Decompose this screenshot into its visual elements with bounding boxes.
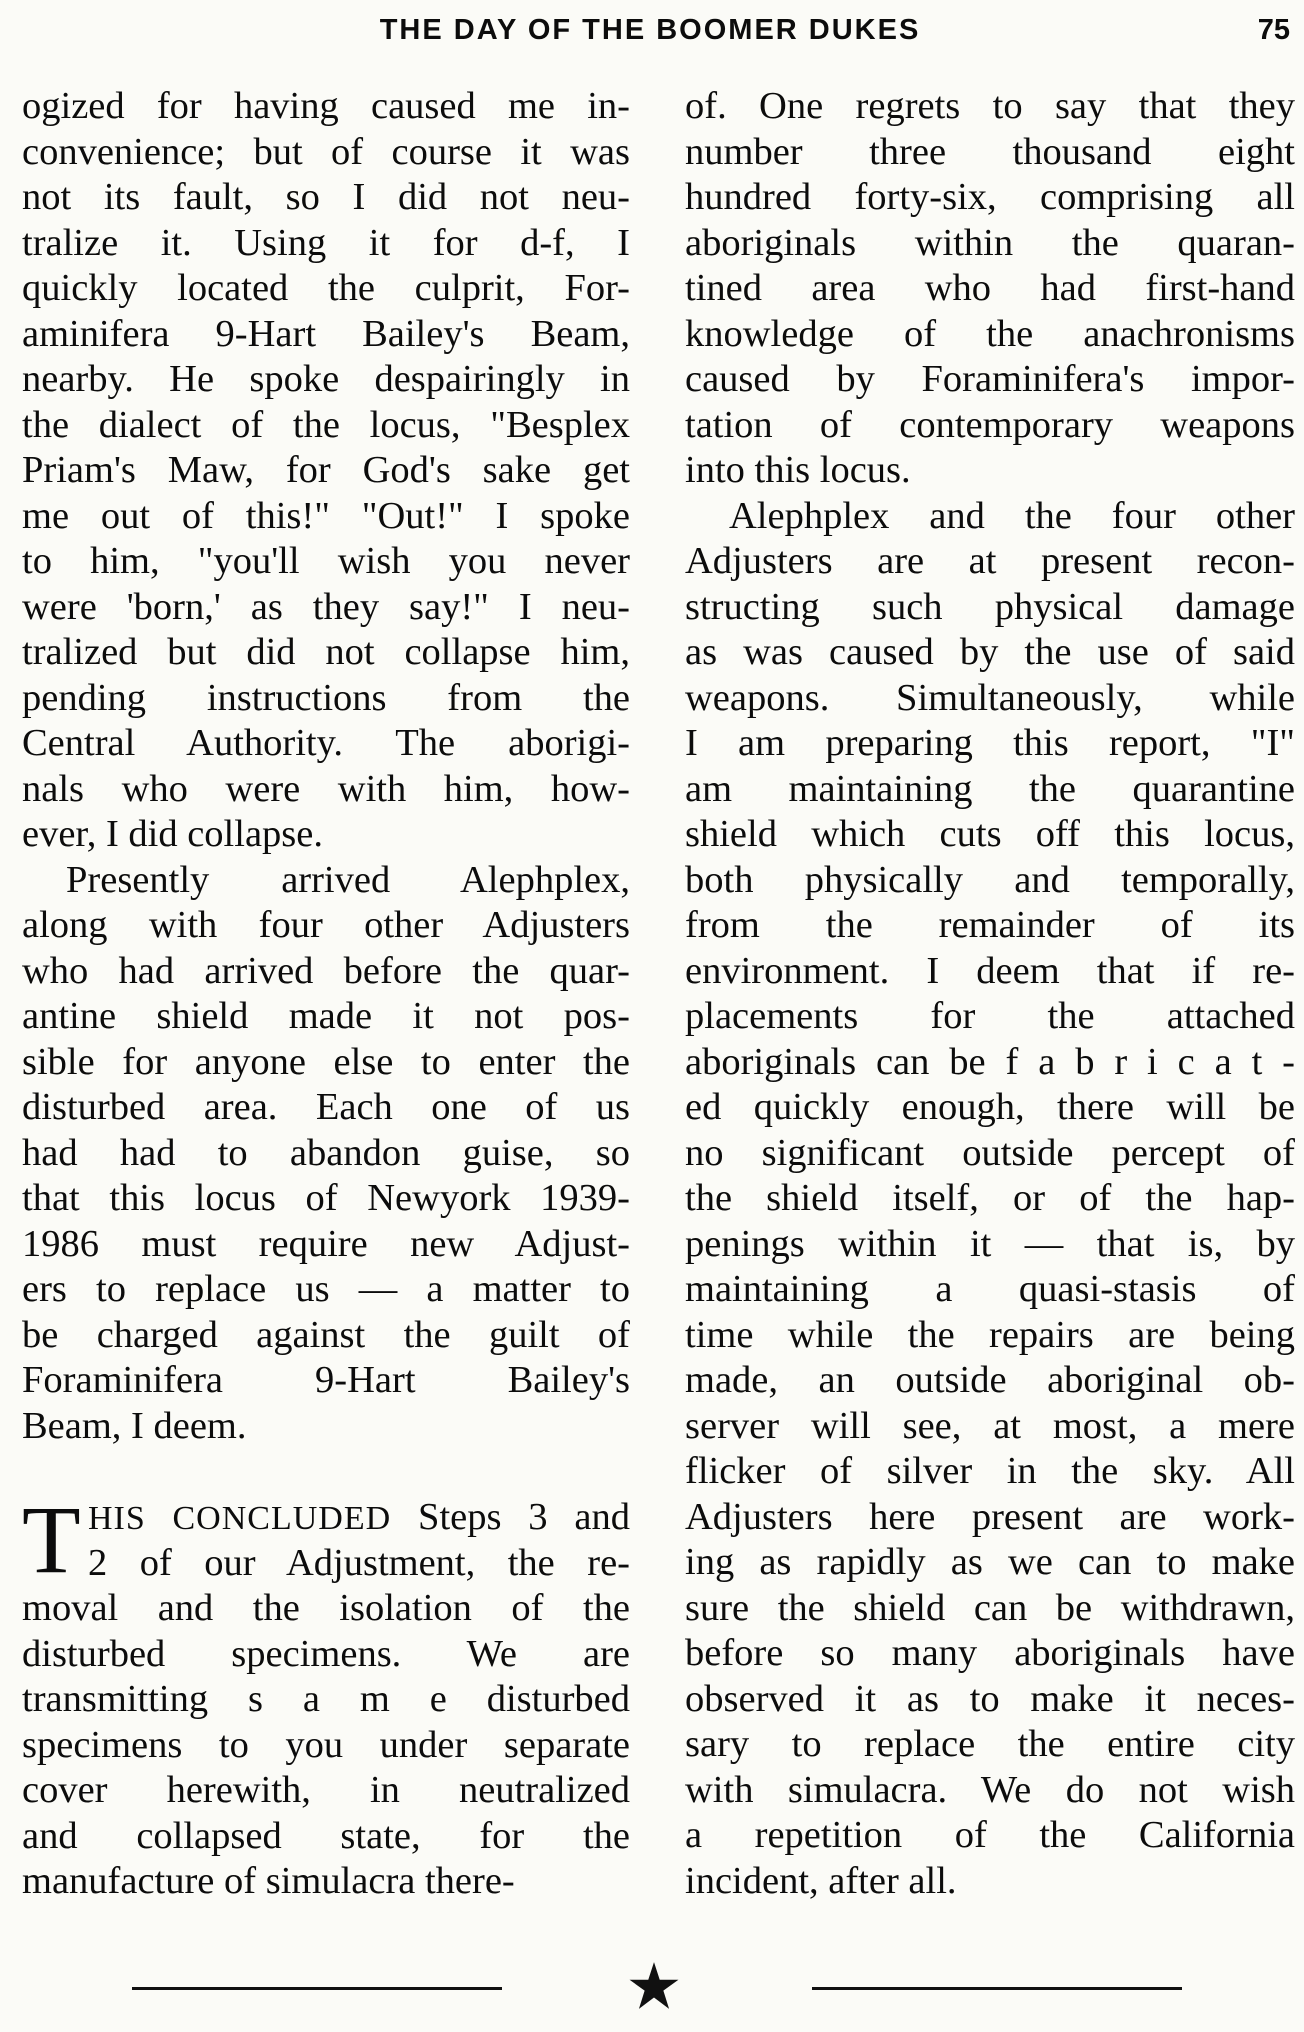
text-line: a repetition of the California: [685, 1814, 1295, 1856]
left-column: [22, 84, 630, 1905]
text-line: with simulacra. We do not wish: [685, 1768, 1295, 1811]
text-line: antine shield made it not pos-: [22, 995, 630, 1037]
text-line: Alephplex and the four other: [729, 494, 1295, 537]
text-line: time while the repairs are being: [685, 1313, 1295, 1356]
text-line: aboriginals can be f a b r i c a t -: [685, 1040, 1295, 1083]
text-line: Presently arrived Alephplex,: [66, 858, 630, 901]
text-line: transmitting s a m e disturbed: [22, 1678, 630, 1720]
text-line: penings within it — that is, by: [685, 1222, 1295, 1265]
text-line: Adjusters are at present recon-: [685, 540, 1295, 582]
text-line: structing such physical damage: [685, 585, 1295, 628]
text-line: ers to replace us — a matter to: [22, 1268, 630, 1310]
text-line: shield which cuts off this locus,: [685, 813, 1295, 855]
footer-rule-left: [132, 1987, 502, 1990]
text-line: ever, I did collapse.: [22, 813, 323, 855]
text-line: Beam, I deem.: [22, 1404, 247, 1447]
text-line: manufacture of simulacra there-: [22, 1860, 515, 1902]
text-line: caused by Foraminifera's impor-: [685, 358, 1295, 400]
text-line: [22, 1495, 630, 1541]
paragraph: [22, 84, 630, 858]
text-line: along with four other Adjusters: [22, 904, 630, 946]
text-line: into this locus.: [685, 449, 911, 491]
text-line: cover herewith, in neutralized: [22, 1769, 630, 1811]
text-line: hundred forty-six, comprising all: [685, 176, 1295, 218]
text-line: not its fault, so I did not neu-: [22, 176, 630, 218]
text-line: am maintaining the quarantine: [685, 767, 1295, 810]
text-line: pending instructions from the: [22, 676, 630, 719]
text-line: were 'born,' as they say!" I neu-: [22, 585, 630, 628]
text-line: who had arrived before the quar-: [22, 949, 630, 992]
text-line: Central Authority. The aborigi-: [22, 722, 630, 764]
text-line: observed it as to make it neces-: [685, 1677, 1295, 1720]
text-line: 1986 must require new Adjust-: [22, 1222, 630, 1265]
text-line: aminifera 9-Hart Bailey's Beam,: [22, 312, 630, 355]
text-line: ed quickly enough, there will be: [685, 1086, 1295, 1128]
text-line: knowledge of the anachronisms: [685, 312, 1295, 355]
text-line: sible for anyone else to enter the: [22, 1040, 630, 1083]
text-line: quickly located the culprit, For-: [22, 267, 630, 309]
text-line: weapons. Simultaneously, while: [685, 676, 1295, 719]
paragraph: [685, 84, 1295, 494]
text-line: number three thousand eight: [685, 130, 1295, 173]
text-line: ogized for having caused me in-: [22, 85, 630, 127]
text-line: me out of this!" "Out!" I spoke: [22, 494, 630, 537]
text-line: Foraminifera 9-Hart Bailey's: [22, 1359, 630, 1401]
footer-rule-right: [812, 1987, 1182, 1990]
text-line: aboriginals within the quaran-: [685, 221, 1295, 264]
text-line: tralized but did not collapse him,: [22, 631, 630, 673]
text-line: I am preparing this report, "I": [685, 722, 1295, 764]
text-line: moval and the isolation of the: [22, 1587, 630, 1629]
text-line: the dialect of the locus, "Besplex: [22, 403, 630, 446]
drop-cap: T: [22, 1486, 81, 1593]
text-line: the shield itself, or of the hap-: [685, 1177, 1295, 1219]
text-line-rest: Steps 3 and: [418, 1496, 630, 1538]
text-line: be charged against the guilt of: [22, 1313, 630, 1356]
text-line: Priam's Maw, for God's sake get: [22, 449, 630, 491]
text-line: maintaining a quasi-stasis of: [685, 1268, 1295, 1310]
text-line: sure the shield can be withdrawn,: [685, 1586, 1295, 1629]
paragraph: [22, 858, 630, 1450]
running-title: THE DAY OF THE BOOMER DUKES: [379, 14, 921, 46]
text-line: of. One regrets to say that they: [685, 85, 1295, 127]
text-line: ing as rapidly as we can to make: [685, 1541, 1295, 1583]
text-line: disturbed area. Each one of us: [22, 1086, 630, 1128]
text-line: tation of contemporary weapons: [685, 403, 1295, 446]
text-line: both physically and temporally,: [685, 858, 1295, 901]
text-line: convenience; but of course it was: [22, 130, 630, 173]
paragraph: [685, 494, 1295, 1905]
text-line: to him, "you'll wish you never: [22, 540, 630, 582]
text-line: tralize it. Using it for d-f, I: [22, 221, 630, 264]
text-line: and collapsed state, for the: [22, 1814, 630, 1857]
star-icon: [628, 1960, 680, 2012]
text-line: tined area who had first-hand: [685, 267, 1295, 309]
text-line: incident, after all.: [685, 1859, 957, 1902]
text-line: had had to abandon guise, so: [22, 1131, 630, 1174]
text-line: placements for the attached: [685, 995, 1295, 1037]
text-line: specimens to you under separate: [22, 1723, 630, 1766]
right-column: [685, 84, 1295, 1904]
text-line: before so many aboriginals have: [685, 1632, 1295, 1674]
text-line: nals who were with him, how-: [22, 767, 630, 810]
text-line: flicker of silver in the sky. All: [685, 1450, 1295, 1492]
text-line: Adjusters here present are work-: [685, 1495, 1295, 1538]
text-line: 2 of our Adjustment, the re-: [88, 1541, 630, 1584]
text-line: no significant outside percept of: [685, 1131, 1295, 1174]
text-line: nearby. He spoke despairingly in: [22, 358, 630, 400]
page-number: 75: [1257, 14, 1290, 46]
text-line: sary to replace the entire city: [685, 1723, 1295, 1765]
text-line: made, an outside aboriginal ob-: [685, 1359, 1295, 1401]
text-line: from the remainder of its: [685, 904, 1295, 946]
section-opening: [22, 1486, 630, 1905]
paragraph: [22, 1541, 630, 1905]
text-line: that this locus of Newyork 1939-: [22, 1177, 630, 1219]
text-line: server will see, at most, a mere: [685, 1404, 1295, 1447]
text-line: environment. I deem that if re-: [685, 949, 1295, 992]
page-header: [0, 14, 1304, 54]
section-break: [22, 1449, 630, 1495]
text-line: as was caused by the use of said: [685, 631, 1295, 673]
text-line: disturbed specimens. We are: [22, 1632, 630, 1675]
small-caps-lead: HIS CONCLUDED: [88, 1500, 392, 1537]
